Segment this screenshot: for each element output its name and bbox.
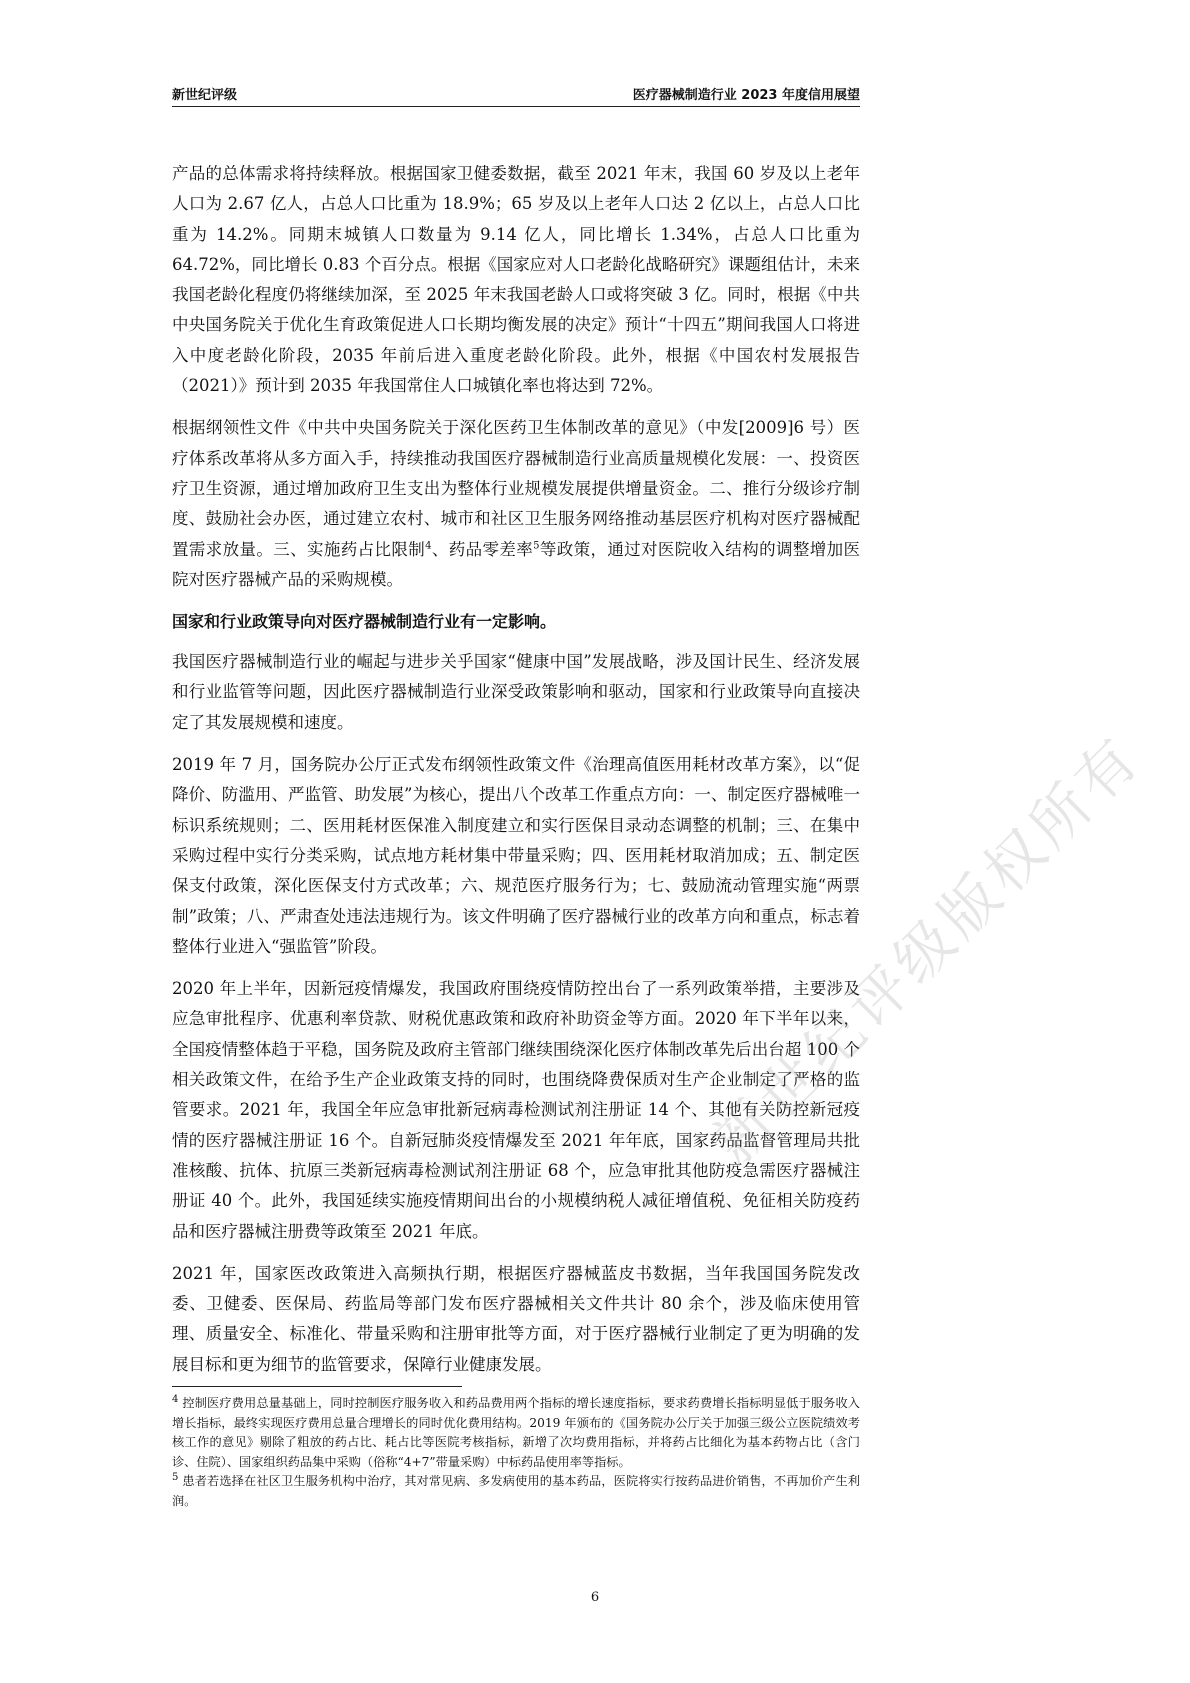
footnotes (172, 1394, 860, 1512)
paragraph-reform-part2: 、药品零差率 (431, 539, 534, 559)
paragraph-2020: 2020 年上半年，因新冠疫情爆发，我国政府围绕疫情防控出台了一系列政策举措，主要涉及应急审批程序、优惠利率贷款、财税优惠政策和政府补助资金等方面。2020 年下半年以来，全国疫情整体趋于平稳，国务院及政府主管部门继续围绕深化医疗体制改革先后出台超 100 个相关政策文件，在给予生产企业政策支持的同时，也围绕降费保质对生产企业制定了严格的监管要求。2021 年，我国全年应急审批新冠病毒检测试剂注册证 14 个、其他有关防控新冠疫情的医疗器械注册证 16 个。自新冠肺炎疫情爆发至 2021 年年底，国家药品监督管理局共批准核酸、抗体、抗原三类新冠病毒检测试剂注册证 68 个，应急审批其他防疫急需医疗器械注册证 40 个。此外，我国延续实施疫情期间出台的小规模纳税人减征增值税、免征相关防疫药品和医疗器械注册费等政策至 2021 年底。 (172, 979, 860, 1241)
page-number: 6 (590, 1590, 600, 1605)
footnote-5-mark: 5 (172, 1472, 179, 1484)
footnote-4-mark: 4 (172, 1393, 179, 1405)
paragraph-population: 产品的总体需求将持续释放。根据国家卫健委数据，截至 2021 年末，我国 60 岁及以上老年人口为 2.67 亿人，占总人口比重为 18.9%；65 岁及以上老年人口达 2 亿以上，占总人口比重为 14.2%。同期末城镇人口数量为 9.14 亿人，同比增长 1.34%，占总人口比重为 64.72%，同比增长 0.83 个百分点。根据《国家应对人口老龄化战略研究》课题组估计，未来我国老龄化程度仍将继续加深，至 2025 年末我国老龄人口或将突破 3 亿。同时，根据《中共中央国务院关于优化生育政策促进人口长期均衡发展的决定》预计“十四五”期间我国人口将进入中度老龄化阶段，2035 年前后进入重度老龄化阶段。此外，根据《中国农村发展报告（2021）》预计到 2035 年我国常住人口城镇化率也将达到 72%。 (172, 164, 860, 396)
footnote-5 (172, 1472, 860, 1511)
header-left-brand: 新世纪评级 (172, 88, 238, 103)
header-rule (172, 106, 860, 107)
paragraph-reform (172, 413, 860, 595)
footnote-ref-5[interactable]: 5 (533, 540, 540, 552)
footnote-4-text: 控制医疗费用总量基础上，同时控制医疗服务收入和药品费用两个指标的增长速度指标，要求药费增长指标明显低于服务收入增长指标，最终实现医疗费用总量合理增长的同时优化费用结构。2019 年颁布的《国务院办公厅关于加强三级公立医院绩效考核工作的意见》剔除了粗放的药占比、耗占比等医院考核指标，新增了次均费用指标，并将药占比细化为基本药物占比（含门诊、住院）、国家组织药品集中采购（俗称“4+7”带量采购）中标药品使用率等指标。 (172, 1396, 860, 1469)
paragraph-2019: 2019 年 7 月，国务院办公厅正式发布纲领性政策文件《治理高值医用耗材改革方案》，以“促降价、防滥用、严监管、助发展”为核心，提出八个改革工作重点方向：一、制定医疗器械唯一标识系统规则；二、医用耗材医保准入制度建立和实行医保目录动态调整的机制；三、在集中采购过程中实行分类采购，试点地方耗材集中带量采购；四、医用耗材取消加成；五、制定医保支付政策，深化医保支付方式改革；六、规范医疗服务行为；七、鼓励流动管理实施“两票制”政策；八、严肃查处违法违规行为。该文件明确了医疗器械行业的改革方向和重点，标志着整体行业进入“强监管”阶段。 (172, 755, 860, 956)
page-header (172, 84, 860, 106)
copyright-watermark: 新世纪评级版权所有 (699, 721, 1155, 1178)
section-heading: 国家和行业政策导向对医疗器械制造行业有一定影响。 (172, 612, 557, 632)
header-right-title: 医疗器械制造行业 2023 年度信用展望 (632, 88, 860, 103)
footnote-ref-4[interactable]: 4 (425, 540, 432, 552)
paragraph-policy-intro: 我国医疗器械制造行业的崛起与进步关乎国家“健康中国”发展战略，涉及国计民生、经济发展和行业监管等问题，因此医疗器械制造行业深受政策影响和驱动，国家和行业政策导向直接决定了其发展规模和速度。 (172, 652, 860, 732)
footnote-rule (172, 1386, 462, 1387)
paragraph-2021: 2021 年，国家医改政策进入高频执行期，根据医疗器械蓝皮书数据，当年我国国务院发改委、卫健委、医保局、药监局等部门发布医疗器械相关文件共计 80 余个，涉及临床使用管理、质量安全、标准化、带量采购和注册审批等方面，对于医疗器械行业制定了更为明确的发展目标和更为细节的监管要求，保障行业健康发展。 (172, 1263, 860, 1374)
footnote-4 (172, 1394, 860, 1472)
footnote-5-text: 患者若选择在社区卫生服务机构中治疗，其对常见病、多发病使用的基本药品，医院将实行按药品进价销售，不再加价产生利润。 (172, 1474, 860, 1508)
paragraph-reform-part3: 等政策，通过对医院收入结构的调整增加医院对医疗器械产品的采购规模。 (172, 539, 861, 589)
page-body (172, 159, 860, 1392)
paragraph-reform-part1: 根据纲领性文件《中共中央国务院关于深化医药卫生体制改革的意见》（中发[2009]6 号）医疗体系改革将从多方面入手，持续推动我国医疗器械制造行业高质量规模化发展：一、投资医疗卫生资源，通过增加政府卫生支出为整体行业规模发展提供增量资金。二、推行分级诊疗制度、鼓励社会办医，通过建立农村、城市和社区卫生服务网络推动基层医疗机构对医疗器械配置需求放量。三、实施药占比限制 (172, 418, 860, 559)
